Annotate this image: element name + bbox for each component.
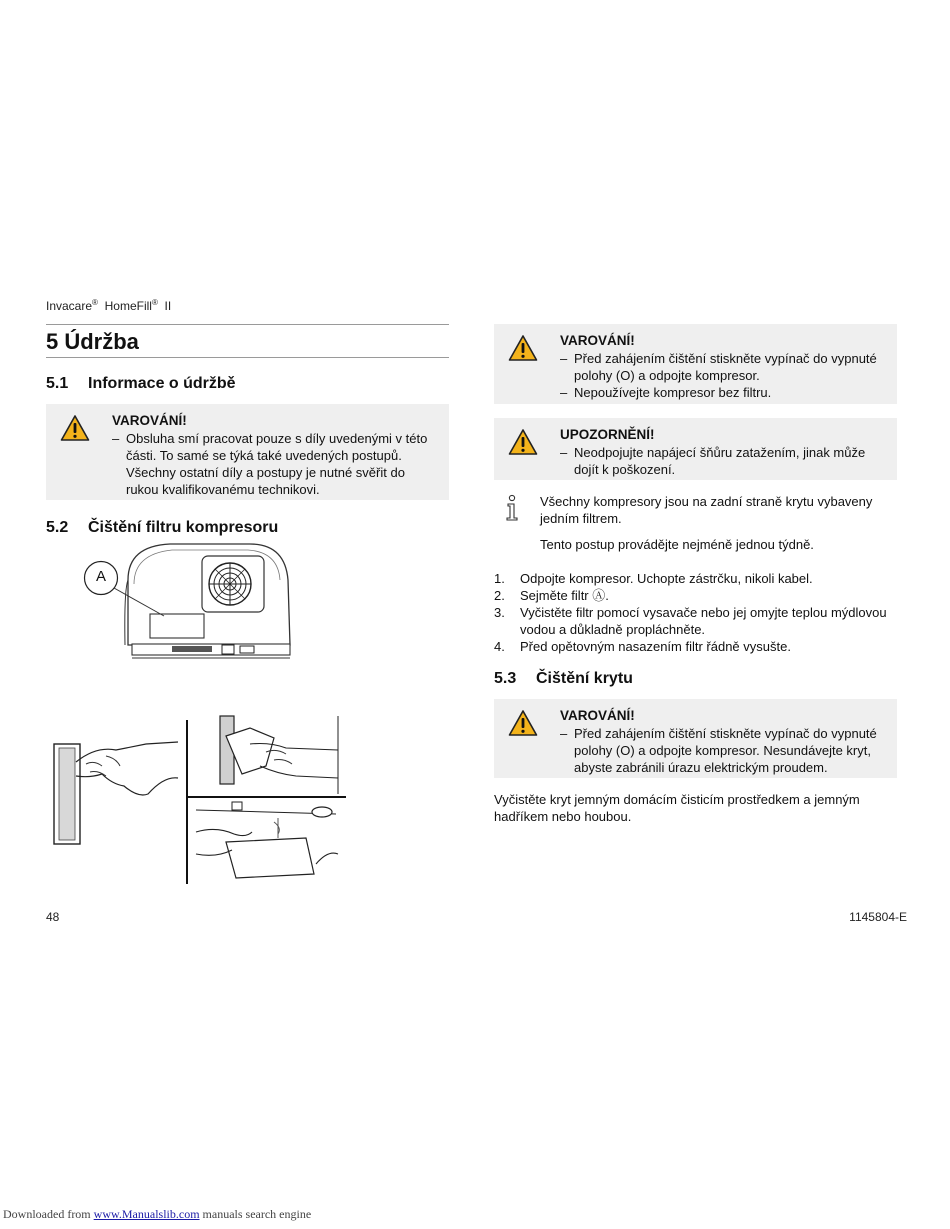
page-number: 48 (46, 910, 60, 924)
warning-triangle-icon (508, 428, 538, 456)
warning-triangle-icon (508, 334, 538, 362)
section-5-3-heading (494, 670, 633, 688)
section-number: 5.3 (494, 670, 517, 687)
housing-cleaning-text: Vyčistěte kryt jemným domácím čisticím prostředkem a jemným hadříkem nebo houbou. (494, 792, 860, 824)
info-note-frequency: Tento postup provádějte nejméně jednou týdně. (540, 537, 814, 552)
info-icon (504, 494, 520, 522)
warning-item: – Nepoužívejte kompresor bez filtru. (560, 385, 772, 400)
warning-box-filter (494, 324, 897, 404)
warning-item: – Obsluha smí pracovat pouze s díly uvedenými v této části. To samé se týká také uvedených postupů. Všechny ostatní díly a postupy je nutné svěřit do rukou kvalifikovanému technikovi. (112, 431, 428, 497)
warning-triangle-icon (508, 709, 538, 737)
section-5-1-heading (46, 375, 236, 393)
warning-item: – Před zahájením čištění stiskněte vypínač do vypnuté polohy (O) a odpojte kompresor. (560, 351, 877, 383)
warning-title: VAROVÁNÍ! (112, 413, 187, 428)
section-number: 5.2 (46, 519, 69, 536)
list-item: 3. Vyčistěte filtr pomocí vysavače nebo jej omyjte teplou mýdlovou vodou a důkladně propláchněte. (494, 605, 887, 637)
list-item: 2. Sejměte filtr Ⓐ. (494, 588, 609, 603)
section-title: Informace o údržbě (88, 375, 236, 392)
warning-box-maintenance (46, 404, 449, 500)
warning-item: – Před zahájením čištění stiskněte vypínač do vypnuté polohy (O) a odpojte kompresor. Nesundávejte kryt, abyste zabránili úrazu elektrickým proudem. (560, 726, 877, 775)
info-note-text: Všechny kompresory jsou na zadní straně krytu vybaveny jedním filtrem. (540, 494, 873, 526)
list-item: 1. Odpojte kompresor. Uchopte zástrčku, nikoli kabel. (494, 571, 813, 586)
caution-box (494, 418, 897, 480)
caution-item: – Neodpojujte napájecí šňůru zatažením, jinak může dojít k poškození. (560, 445, 866, 477)
brand-name: Invacare (46, 299, 93, 313)
callout-a-label: A (95, 568, 106, 585)
section-title: Čištění filtru kompresoru (88, 519, 279, 536)
caution-title: UPOZORNĚNÍ! (560, 427, 655, 442)
product-version: II (164, 299, 172, 313)
chapter-rule (46, 357, 449, 358)
product-name: HomeFill (104, 299, 152, 313)
compressor-rear-illustration (80, 540, 300, 665)
warning-title: VAROVÁNÍ! (560, 333, 635, 348)
section-title: Čištění krytu (536, 670, 633, 687)
filter-removal-illustration (46, 714, 348, 886)
manualslib-link[interactable]: www.Manualslib.com (93, 1207, 200, 1221)
list-item: 4. Před opětovným nasazením filtr řádně vysušte. (494, 639, 791, 654)
document-code: 1145804-E (849, 910, 907, 924)
running-header: Invacare® HomeFill® II (46, 298, 172, 313)
section-5-2-heading (46, 519, 278, 537)
warning-triangle-icon (60, 414, 90, 442)
warning-box-housing (494, 699, 897, 778)
section-number: 5.1 (46, 375, 69, 392)
filter-cleaning-steps (494, 570, 897, 655)
download-note: Downloaded from www.Manualslib.com manuals search engine (3, 1207, 312, 1221)
warning-title: VAROVÁNÍ! (560, 708, 635, 723)
chapter-title: 5 Údržba (46, 329, 139, 354)
header-rule (46, 324, 449, 325)
